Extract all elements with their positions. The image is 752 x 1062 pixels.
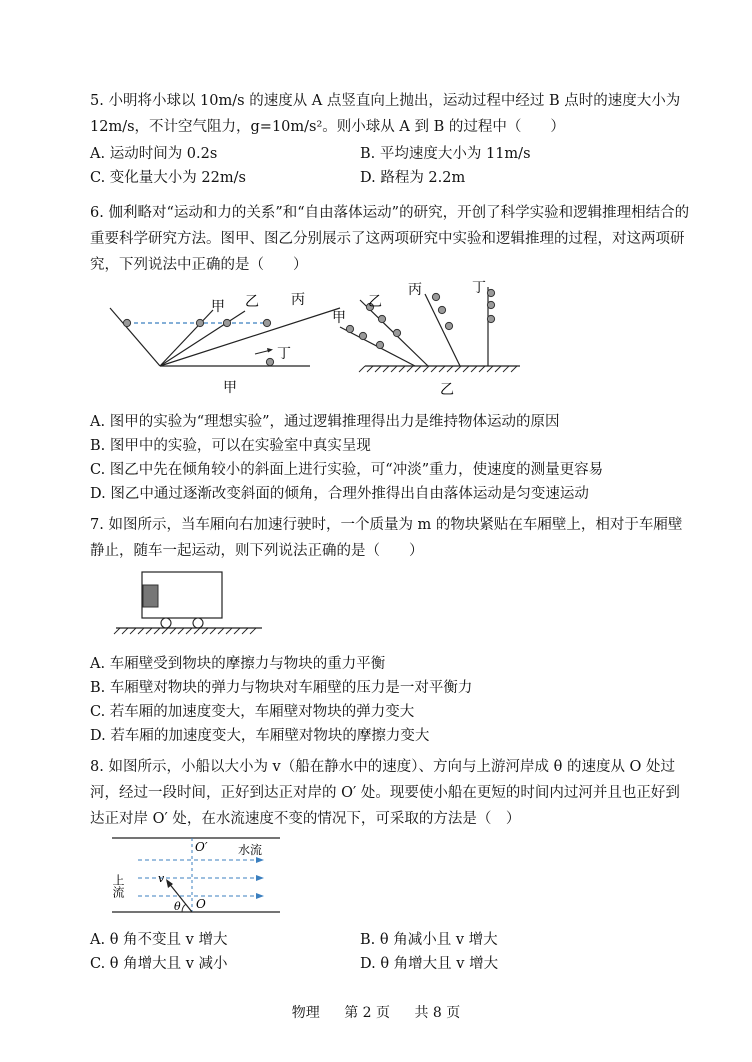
question-5 [90,88,690,190]
footer-page-number: 第 2 页 [344,1005,390,1021]
label-o: O [196,897,206,911]
option-c[interactable]: C. 变化量大小为 22m/s [90,170,246,186]
question-7-options [90,650,690,748]
option-b[interactable]: B. 平均速度大小为 11m/s [360,146,531,162]
option-d[interactable]: D. 路程为 2.2m [360,170,466,186]
option-c[interactable]: C. 图乙中先在倾角较小的斜面上进行实验，可“冲淡”重力，使速度的测量更容易 [90,462,604,478]
options [90,652,690,748]
footer-subject: 物理 [291,1005,320,1021]
option-a[interactable]: A. θ 角不变且 v 增大 [90,932,228,948]
figure-6-right [330,272,530,400]
option-c[interactable]: C. θ 角增大且 v 减小 [90,956,228,972]
caption-jia: 甲 [223,380,237,396]
figure-7-carriage [110,566,270,638]
option-d[interactable]: D. 若车厢的加速度变大，车厢壁对物块的摩擦力变大 [90,728,430,744]
page-footer [0,1002,752,1022]
option-a[interactable]: A. 图甲的实验为“理想实验”，通过逻辑推理得出力是维持物体运动的原因 [90,414,560,430]
question-8-options [90,926,690,976]
option-b[interactable]: B. 图甲中的实验，可以在实验室中真实呈现 [90,438,371,454]
label-jia: 甲 [211,299,225,315]
label-v: v [158,872,165,885]
options [90,142,690,190]
figure-8-river [108,832,283,918]
label-yi: 乙 [245,294,259,310]
question-8 [90,754,690,832]
option-d[interactable]: D. θ 角增大且 v 增大 [360,956,499,972]
options [90,928,690,976]
label-ding: 丁 [277,346,291,362]
question-7 [90,512,690,564]
caption-yi: 乙 [440,382,454,398]
options [90,410,690,506]
option-c[interactable]: C. 若车厢的加速度变大，车厢壁对物块的弹力变大 [90,704,415,720]
option-b[interactable]: B. θ 角减小且 v 增大 [360,932,498,948]
label-bing: 丙 [408,282,422,298]
question-stem: 7. 如图所示，当车厢向右加速行驶时，一个质量为 m 的物块紧贴在车厢壁上，相对于车厢壁静止，随车一起运动，则下列说法正确的是（ ） [90,517,683,559]
label-upstream: 上流 [111,874,125,898]
block [143,585,158,607]
question-6 [90,200,690,278]
label-ding: 丁 [472,280,486,296]
question-stem: 5. 小明将小球以 10m/s 的速度从 A 点竖直向上抛出，运动过程中经过 B 点时的速度大小为 12m/s，不计空气阻力，g=10m/s²。则小球从 A 到 B 的过程中（ ） [90,93,681,135]
footer-total-pages: 共 8 页 [414,1005,461,1021]
label-bing: 丙 [291,292,305,308]
option-b[interactable]: B. 车厢壁对物块的弹力与物块对车厢壁的压力是一对平衡力 [90,680,473,696]
question-6-options [90,408,690,506]
option-a[interactable]: A. 运动时间为 0.2s [90,146,218,162]
figure-6-left [105,278,345,396]
question-stem: 8. 如图所示，小船以大小为 v（船在静水中的速度）、方向与上游河岸成 θ 的速度从 O 处过河，经过一段时间，正好到达正对岸的 O′ 处。现要使小船在更短的时间内过河并且也正好到达正对岸 O′ 处，在水流速度不变的情况下，可采取的方法是（ ） [90,759,680,827]
label-yi: 乙 [368,294,382,310]
question-stem: 6. 伽利略对“运动和力的关系”和“自由落体运动”的研究，开创了科学实验和逻辑推理相结合的重要科学研究方法。图甲、图乙分别展示了这两项研究中实验和逻辑推理的过程，对这两项研究，下列说法中正确的是（ ） [90,205,690,273]
option-d[interactable]: D. 图乙中通过逐渐改变斜面的倾角，合理外推得出自由落体运动是匀变速运动 [90,486,589,502]
label-o-prime: O′ [195,840,208,854]
label-jia: 甲 [332,310,346,326]
label-theta: θ [174,900,181,913]
label-water-flow: 水流 [238,843,263,857]
option-a[interactable]: A. 车厢壁受到物块的摩擦力与物块的重力平衡 [90,656,386,672]
